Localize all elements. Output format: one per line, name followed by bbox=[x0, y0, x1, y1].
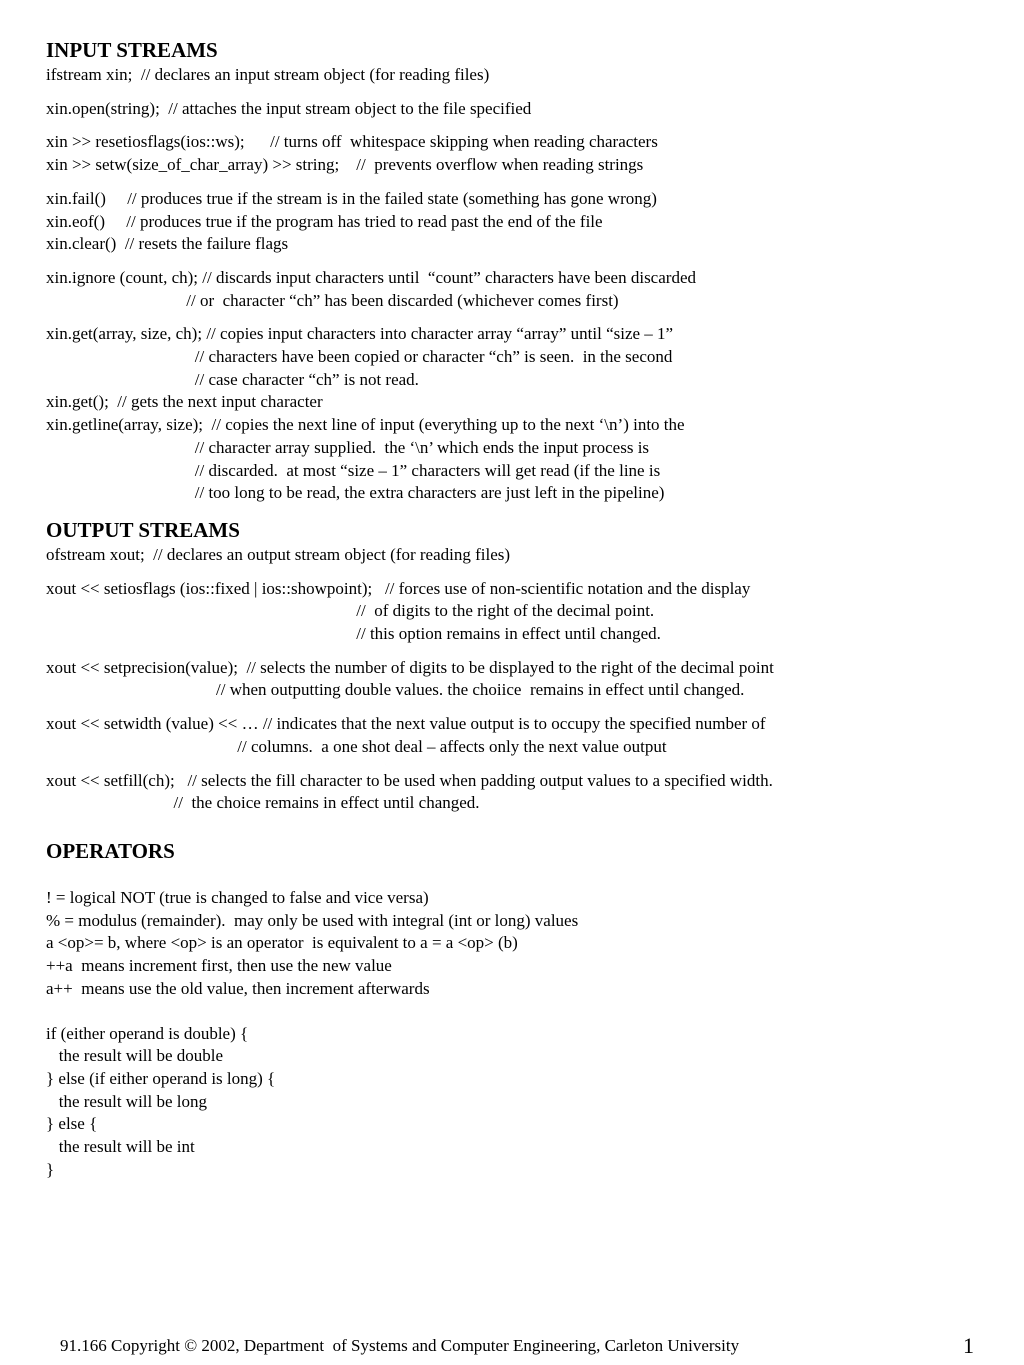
text-line: a++ means use the old value, then increment afterwards bbox=[46, 978, 430, 998]
text-line: xout << setiosflags (ios::fixed | ios::showpoint); // forces use of non-scientific notation and the display bbox=[46, 578, 751, 598]
paragraph bbox=[46, 713, 1006, 758]
text-line: // or character “ch” has been discarded (whichever comes first) bbox=[46, 290, 619, 310]
text-line: } else { bbox=[46, 1114, 98, 1134]
text-line: // of digits to the right of the decimal point. bbox=[46, 601, 655, 621]
paragraph bbox=[46, 578, 1006, 646]
document-page bbox=[46, 36, 1006, 1192]
paragraph bbox=[46, 544, 1006, 567]
text-line: // character array supplied. the ‘\n’ which ends the input process is bbox=[46, 437, 650, 457]
text-line: } else (if either operand is long) { bbox=[46, 1068, 276, 1088]
paragraph bbox=[46, 323, 1006, 505]
text-line: // characters have been copied or character “ch” is seen. in the second bbox=[46, 347, 673, 367]
text-line: // when outputting double values. the choiice remains in effect until changed. bbox=[46, 680, 745, 700]
text-line: xin.fail() // produces true if the stream is in the failed state (something has gone wrong) bbox=[46, 188, 657, 208]
text-line: the result will be int bbox=[46, 1137, 195, 1157]
text-line: xin.eof() // produces true if the program has tried to read past the end of the file bbox=[46, 211, 603, 231]
text-line: xin.clear() // resets the failure flags bbox=[46, 234, 289, 254]
text-line: // the choice remains in effect until changed. bbox=[46, 793, 480, 813]
text-line: xin.get(); // gets the next input character bbox=[46, 392, 323, 412]
text-line: xin.ignore (count, ch); // discards input characters until “count” characters have been discarded bbox=[46, 267, 696, 287]
text-line: xin.open(string); // attaches the input stream object to the file specified bbox=[46, 98, 532, 118]
text-line: ifstream xin; // declares an input stream object (for reading files) bbox=[46, 65, 490, 84]
text-line: % = modulus (remainder). may only be used with integral (int or long) values bbox=[46, 910, 579, 930]
text-line: } bbox=[46, 1159, 55, 1179]
text-line: ofstream xout; // declares an output stream object (for reading files) bbox=[46, 544, 511, 564]
paragraph bbox=[46, 98, 1006, 121]
page-number: 1 bbox=[963, 1333, 974, 1358]
text-line: xout << setfill(ch); // selects the fill character to be used when padding output values to a specified width. bbox=[46, 770, 773, 790]
paragraph bbox=[46, 657, 1006, 702]
text-line: xin >> setw(size_of_char_array) >> string; // prevents overflow when reading strings bbox=[46, 155, 644, 175]
text-line: // columns. a one shot deal – affects only the next value output bbox=[46, 736, 667, 756]
text-line: xout << setwidth (value) << … // indicates that the next value output is to occupy the specified number of bbox=[46, 714, 766, 734]
text-line: // case character “ch” is not read. bbox=[46, 369, 419, 389]
code-block bbox=[46, 1023, 1006, 1182]
section-heading-output-streams: OUTPUT STREAMS bbox=[46, 517, 240, 542]
paragraph bbox=[46, 131, 1006, 176]
paragraph bbox=[46, 267, 1006, 312]
text-line: ++a means increment first, then use the new value bbox=[46, 956, 392, 976]
text-line: ! = logical NOT (true is changed to false and vice versa) bbox=[46, 887, 429, 907]
paragraph bbox=[46, 770, 1006, 815]
text-line: a <op>= b, where <op> is an operator is equivalent to a = a <op> (b) bbox=[46, 933, 518, 953]
text-line: // this option remains in effect until changed. bbox=[46, 624, 661, 644]
text-line: // too long to be read, the extra characters are just left in the pipeline) bbox=[46, 483, 665, 503]
footer-copyright: 91.166 Copyright © 2002, Department of Systems and Computer Engineering, Carleton University bbox=[60, 1336, 740, 1355]
text-line: xin.get(array, size, ch); // copies input characters into character array “array” until “size – 1” bbox=[46, 324, 674, 344]
text-line: xin.getline(array, size); // copies the next line of input (everything up to the next ‘\n’) into the bbox=[46, 415, 685, 435]
text-line: xout << setprecision(value); // selects the number of digits to be displayed to the right of the decimal point bbox=[46, 657, 774, 677]
text-line: the result will be long bbox=[46, 1091, 208, 1111]
paragraph bbox=[46, 887, 1006, 1001]
paragraph bbox=[46, 64, 1006, 87]
text-line: the result will be double bbox=[46, 1046, 224, 1066]
text-line: xin >> resetiosflags(ios::ws); // turns off whitespace skipping when reading characters bbox=[46, 132, 658, 152]
paragraph bbox=[46, 188, 1006, 256]
text-line: // discarded. at most “size – 1” characters will get read (if the line is bbox=[46, 460, 661, 480]
text-line: if (either operand is double) { bbox=[46, 1023, 249, 1043]
section-heading-input-streams: INPUT STREAMS bbox=[46, 38, 218, 62]
section-heading-operators: OPERATORS bbox=[46, 838, 175, 863]
